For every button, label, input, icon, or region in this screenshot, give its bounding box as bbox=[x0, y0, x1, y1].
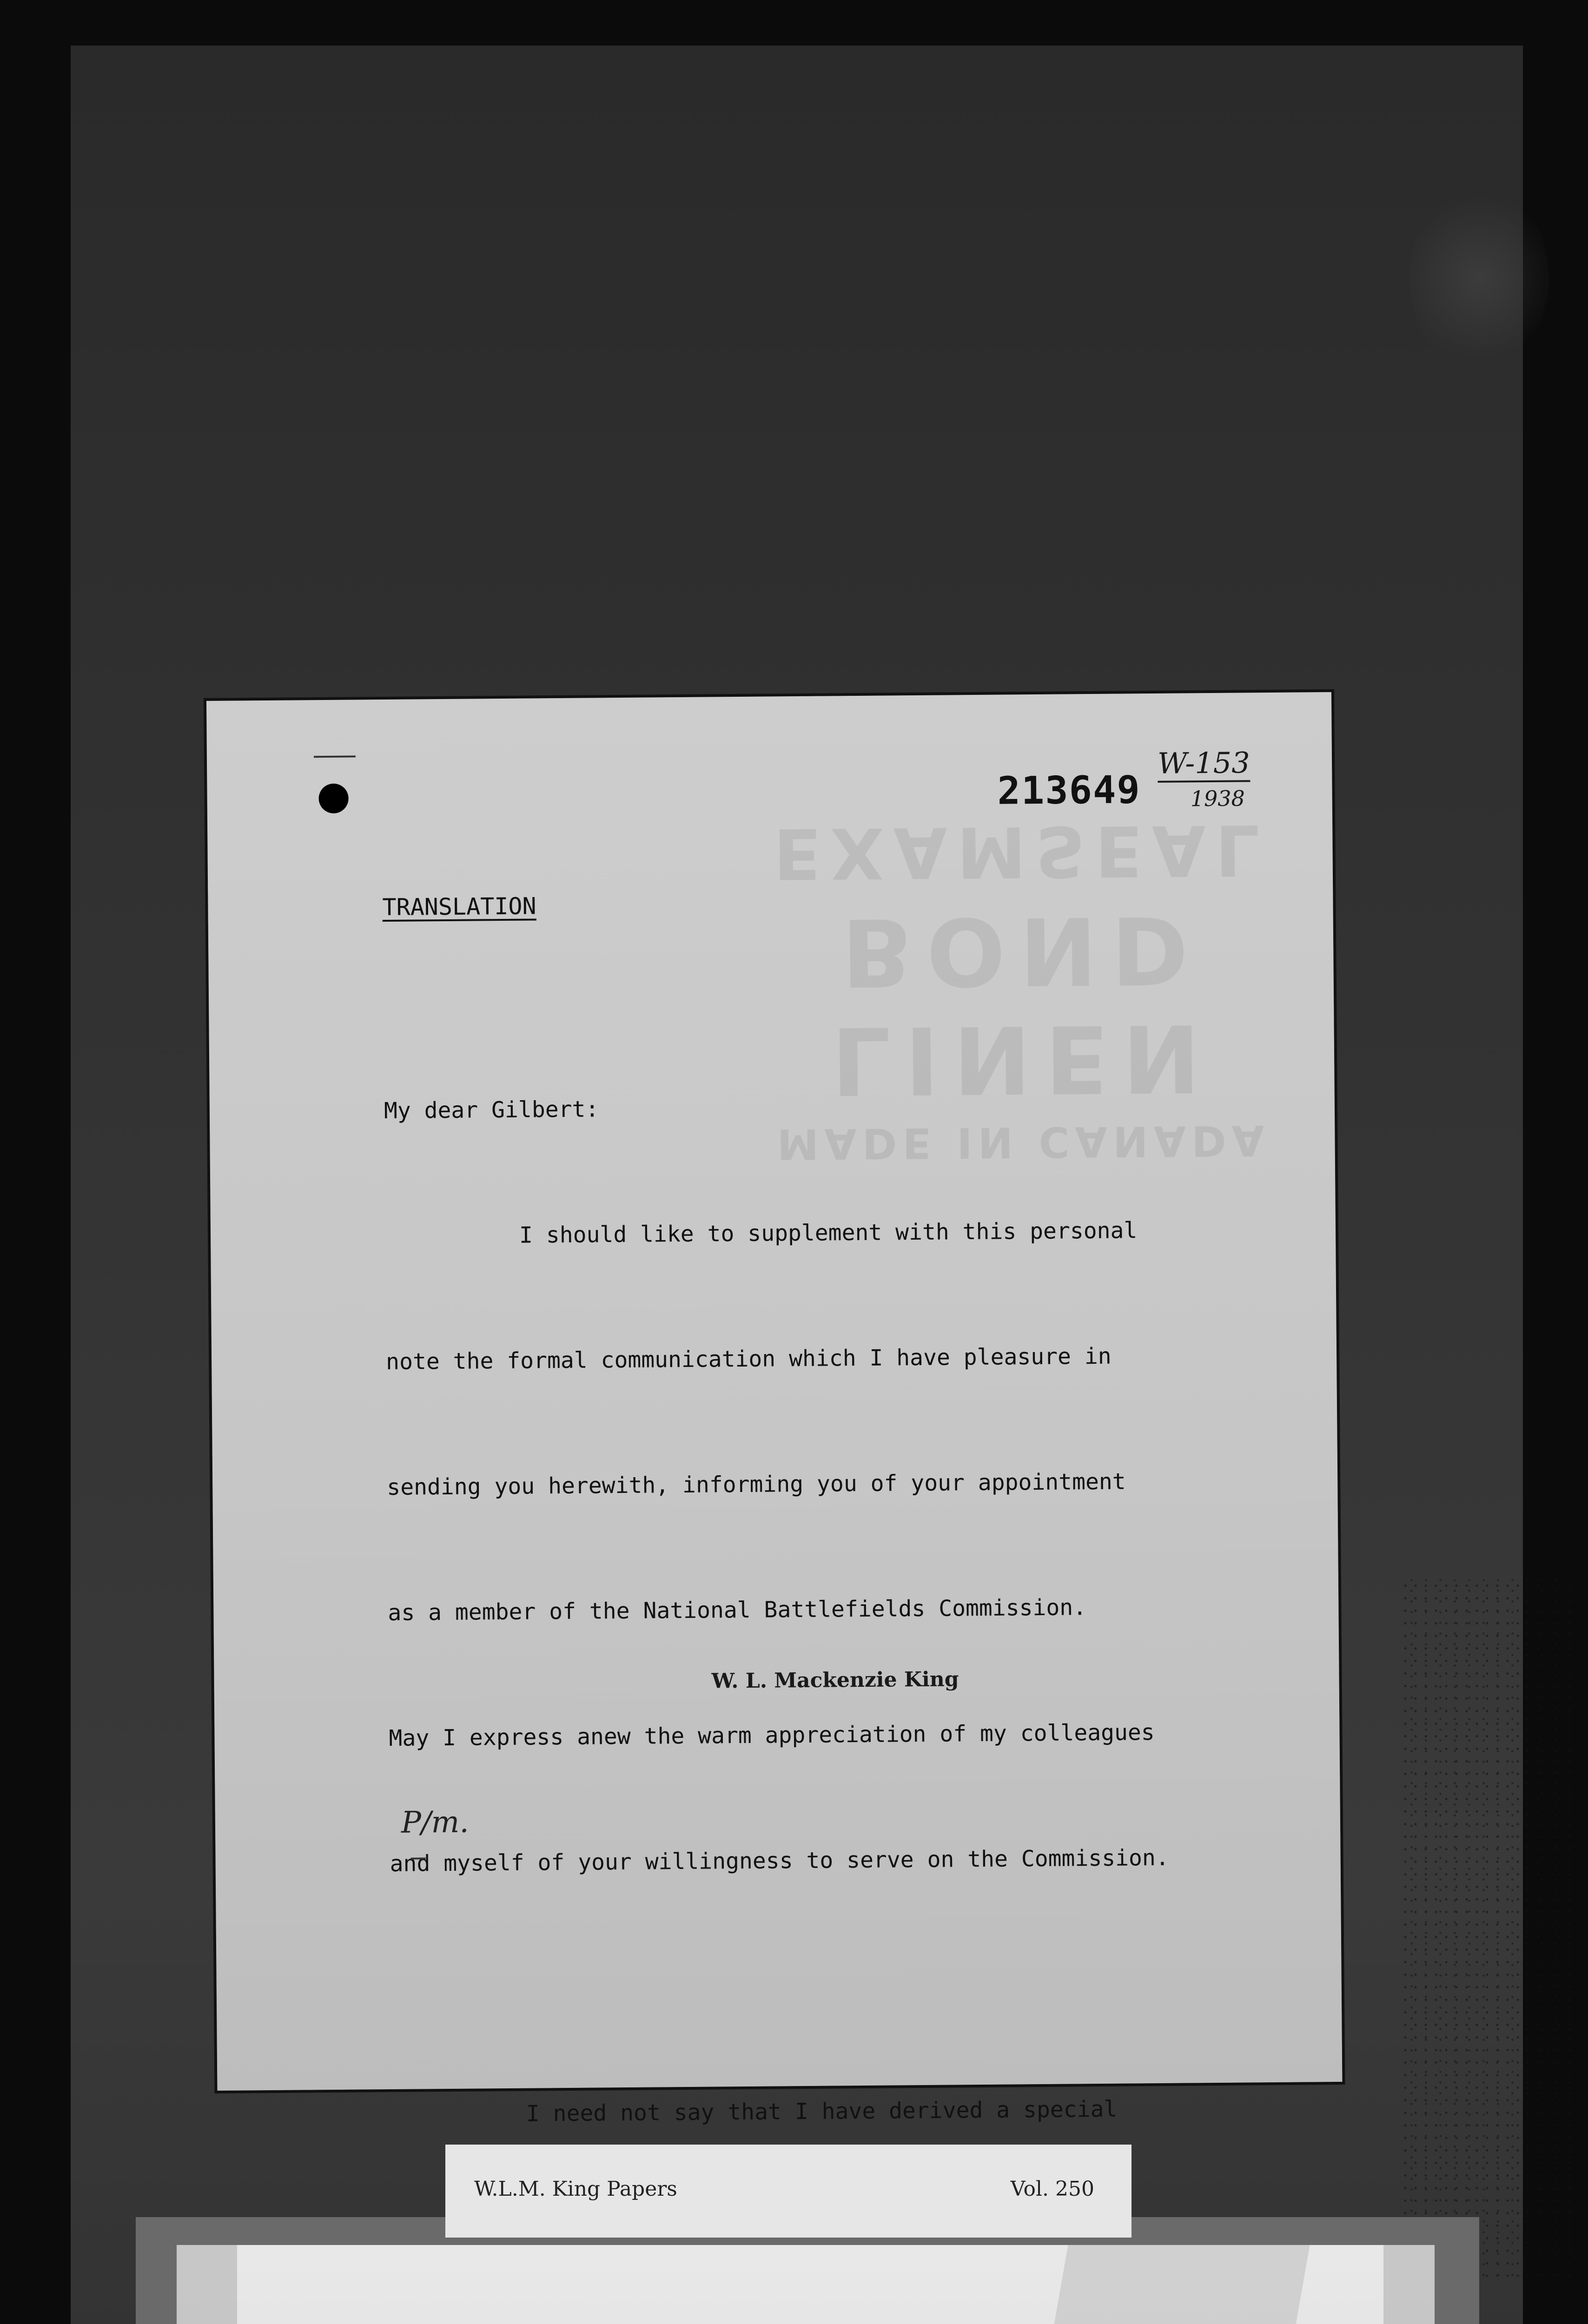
letter-line: as a member of the National Battlefields Commission. bbox=[388, 1594, 1087, 1626]
letter-line: note the formal communication which I have pleasure in bbox=[385, 1343, 1112, 1375]
watermark-line-2: LINEN BOND bbox=[831, 895, 1215, 1115]
document-number: 213649 bbox=[997, 768, 1141, 813]
punch-hole bbox=[318, 784, 349, 814]
handwritten-reference bbox=[1158, 748, 1251, 810]
letter-line: I should like to supplement with this personal bbox=[384, 1217, 1138, 1250]
signature: W. L. Mackenzie King bbox=[711, 1667, 959, 1693]
letter-line: I need not say that I have derived a special bbox=[391, 2096, 1118, 2128]
tape-top bbox=[1052, 2245, 1310, 2324]
reference-file-code: W-153 bbox=[1158, 748, 1250, 783]
letter-line: My dear Gilbert: bbox=[384, 1096, 599, 1124]
archive-card bbox=[177, 2245, 1435, 2324]
mount-shading bbox=[1409, 185, 1549, 371]
tape-left bbox=[177, 2245, 237, 2324]
film-speckle bbox=[1400, 1579, 1577, 2277]
volume-strip bbox=[445, 2145, 1131, 2238]
initials-dash bbox=[411, 1857, 426, 1859]
reference-year: 1938 bbox=[1190, 786, 1245, 812]
watermark-line-3: EXAMSEAL bbox=[773, 809, 1270, 894]
letter-line: sending you herewith, informing you of your appointment bbox=[387, 1468, 1126, 1501]
tape-right bbox=[1383, 2245, 1435, 2324]
letter-line: and myself of your willingness to serve on the Commission. bbox=[390, 1844, 1169, 1877]
pencil-tick-mark bbox=[314, 755, 356, 762]
letter-sheet bbox=[206, 692, 1342, 2128]
collection-name: W.L.M. King Papers bbox=[474, 2177, 677, 2201]
watermark-line-1: MADE IN CANADA bbox=[777, 1116, 1270, 1169]
handwritten-initials: P/m. bbox=[401, 1805, 469, 1840]
letter-line: May I express anew the warm appreciation of my colleagues bbox=[389, 1719, 1155, 1751]
document-heading: TRANSLATION bbox=[382, 892, 536, 921]
volume-number: Vol. 250 bbox=[1010, 2177, 1094, 2201]
letter-line bbox=[390, 1961, 1297, 2010]
letter-body bbox=[383, 999, 1305, 2324]
